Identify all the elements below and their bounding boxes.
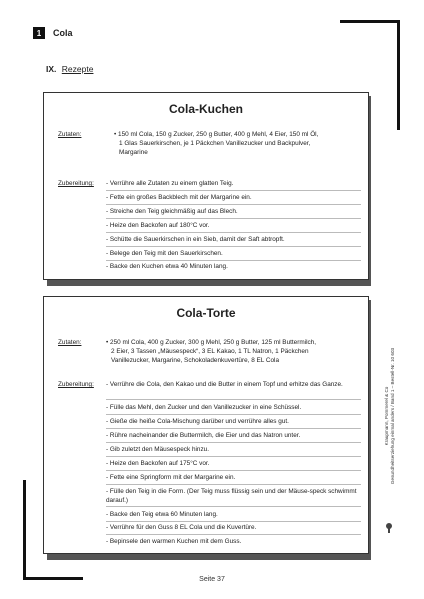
step: - Verrühre für den Guss 8 EL Cola und die Kuvertüre.: [106, 524, 361, 535]
chapter-header: [33, 27, 73, 39]
top-right-rule: [340, 20, 400, 23]
ingredients-line: • 250 ml Cola, 400 g Zucker, 300 g Mehl, 250 g Butter, 125 ml Buttermilch,: [106, 339, 317, 346]
publisher-name: Kraupmann, Pommerel & Co: [384, 386, 389, 446]
section-title: Rezepte: [61, 64, 94, 74]
recipe-box-cola-torte: [43, 296, 369, 554]
section-heading: [46, 64, 93, 74]
step: - Gieße die heiße Cola-Mischung darüber und verrühre alles gut.: [106, 418, 361, 429]
step: - Rühre nacheinander die Buttermilch, die Eier und das Natron unter.: [106, 432, 361, 443]
step: - Backe den Teig etwa 60 Minuten lang.: [106, 511, 361, 522]
ingredients-line: • 150 ml Cola, 150 g Zucker, 250 g Butter, 400 g Mehl, 4 Eier, 150 ml Öl,: [114, 131, 319, 138]
recipe-box-cola-kuchen: [43, 92, 369, 280]
chapter-number: 1: [33, 27, 45, 39]
recipe-title: Cola-Kuchen: [168, 102, 243, 116]
ingredients-label: Zutaten:: [58, 131, 82, 138]
ingredients-line: 1 Glas Sauerkirschen, je 1 Päckchen Vanillezucker und Backpulver,: [119, 140, 311, 147]
step: - Fette ein großes Backblech mit der Margarine ein.: [106, 194, 361, 205]
step: - Heize den Backofen auf 175°C vor.: [106, 460, 361, 471]
recipe-title: Cola-Torte: [176, 306, 236, 320]
step: - Verrühre alle Zutaten zu einem glatten Teig.: [106, 180, 361, 191]
step: - Fülle den Teig in die Form. (Der Teig muss flüssig sein und der Mäuse-speck schwimmt darauf.): [106, 488, 361, 507]
step: - Gib zuletzt den Mäusespeck hinzu.: [106, 446, 361, 457]
page-number: Seite 37: [199, 576, 225, 583]
step: - Backe den Kuchen etwa 40 Minuten lang.: [106, 263, 228, 270]
step: - Streiche den Teig gleichmäßig auf das Blech.: [106, 208, 361, 219]
steps-label: Zubereitung:: [58, 180, 94, 187]
step: - Belege den Teig mit den Sauerkirschen.: [106, 250, 361, 261]
ingredients-line: 2 Eier, 3 Tassen „Mäusespeck“, 3 EL Kakao, 1 TL Natron, 1 Päckchen: [111, 348, 309, 355]
publisher-logo-icon: [383, 522, 395, 534]
step: - Heize den Backofen auf 180°C vor.: [106, 222, 361, 233]
right-rule: [397, 20, 400, 130]
steps-label: Zubereitung:: [58, 381, 94, 388]
publication-info: Gesundheitserziehung einmal anders / Band 1 – Bestell-Nr. 10 603: [390, 347, 395, 485]
ingredients-line: Margarine: [119, 149, 148, 156]
publisher-sidebar: [380, 300, 400, 540]
ingredients-label: Zutaten:: [58, 339, 82, 346]
step: - Schütte die Sauerkirschen in ein Sieb, damit der Saft abtropft.: [106, 236, 361, 247]
chapter-title: Cola: [53, 28, 73, 38]
section-number: IX.: [46, 64, 57, 74]
step: - Bepinsele den warmen Kuchen mit dem Guss.: [106, 538, 242, 545]
step: - Fülle das Mehl, den Zucker und den Vanillezucker in eine Schüssel.: [106, 404, 361, 415]
step: - Fette eine Springform mit der Margarine ein.: [106, 474, 361, 485]
step: - Verrühre die Cola, den Kakao und die Butter in einem Topf und erhitze das Ganze.: [106, 381, 361, 400]
ingredients-line: Vanillezucker, Margarine, Schokoladenkuvertüre, 8 EL Cola: [111, 357, 280, 364]
left-bottom-rule: [23, 480, 26, 580]
